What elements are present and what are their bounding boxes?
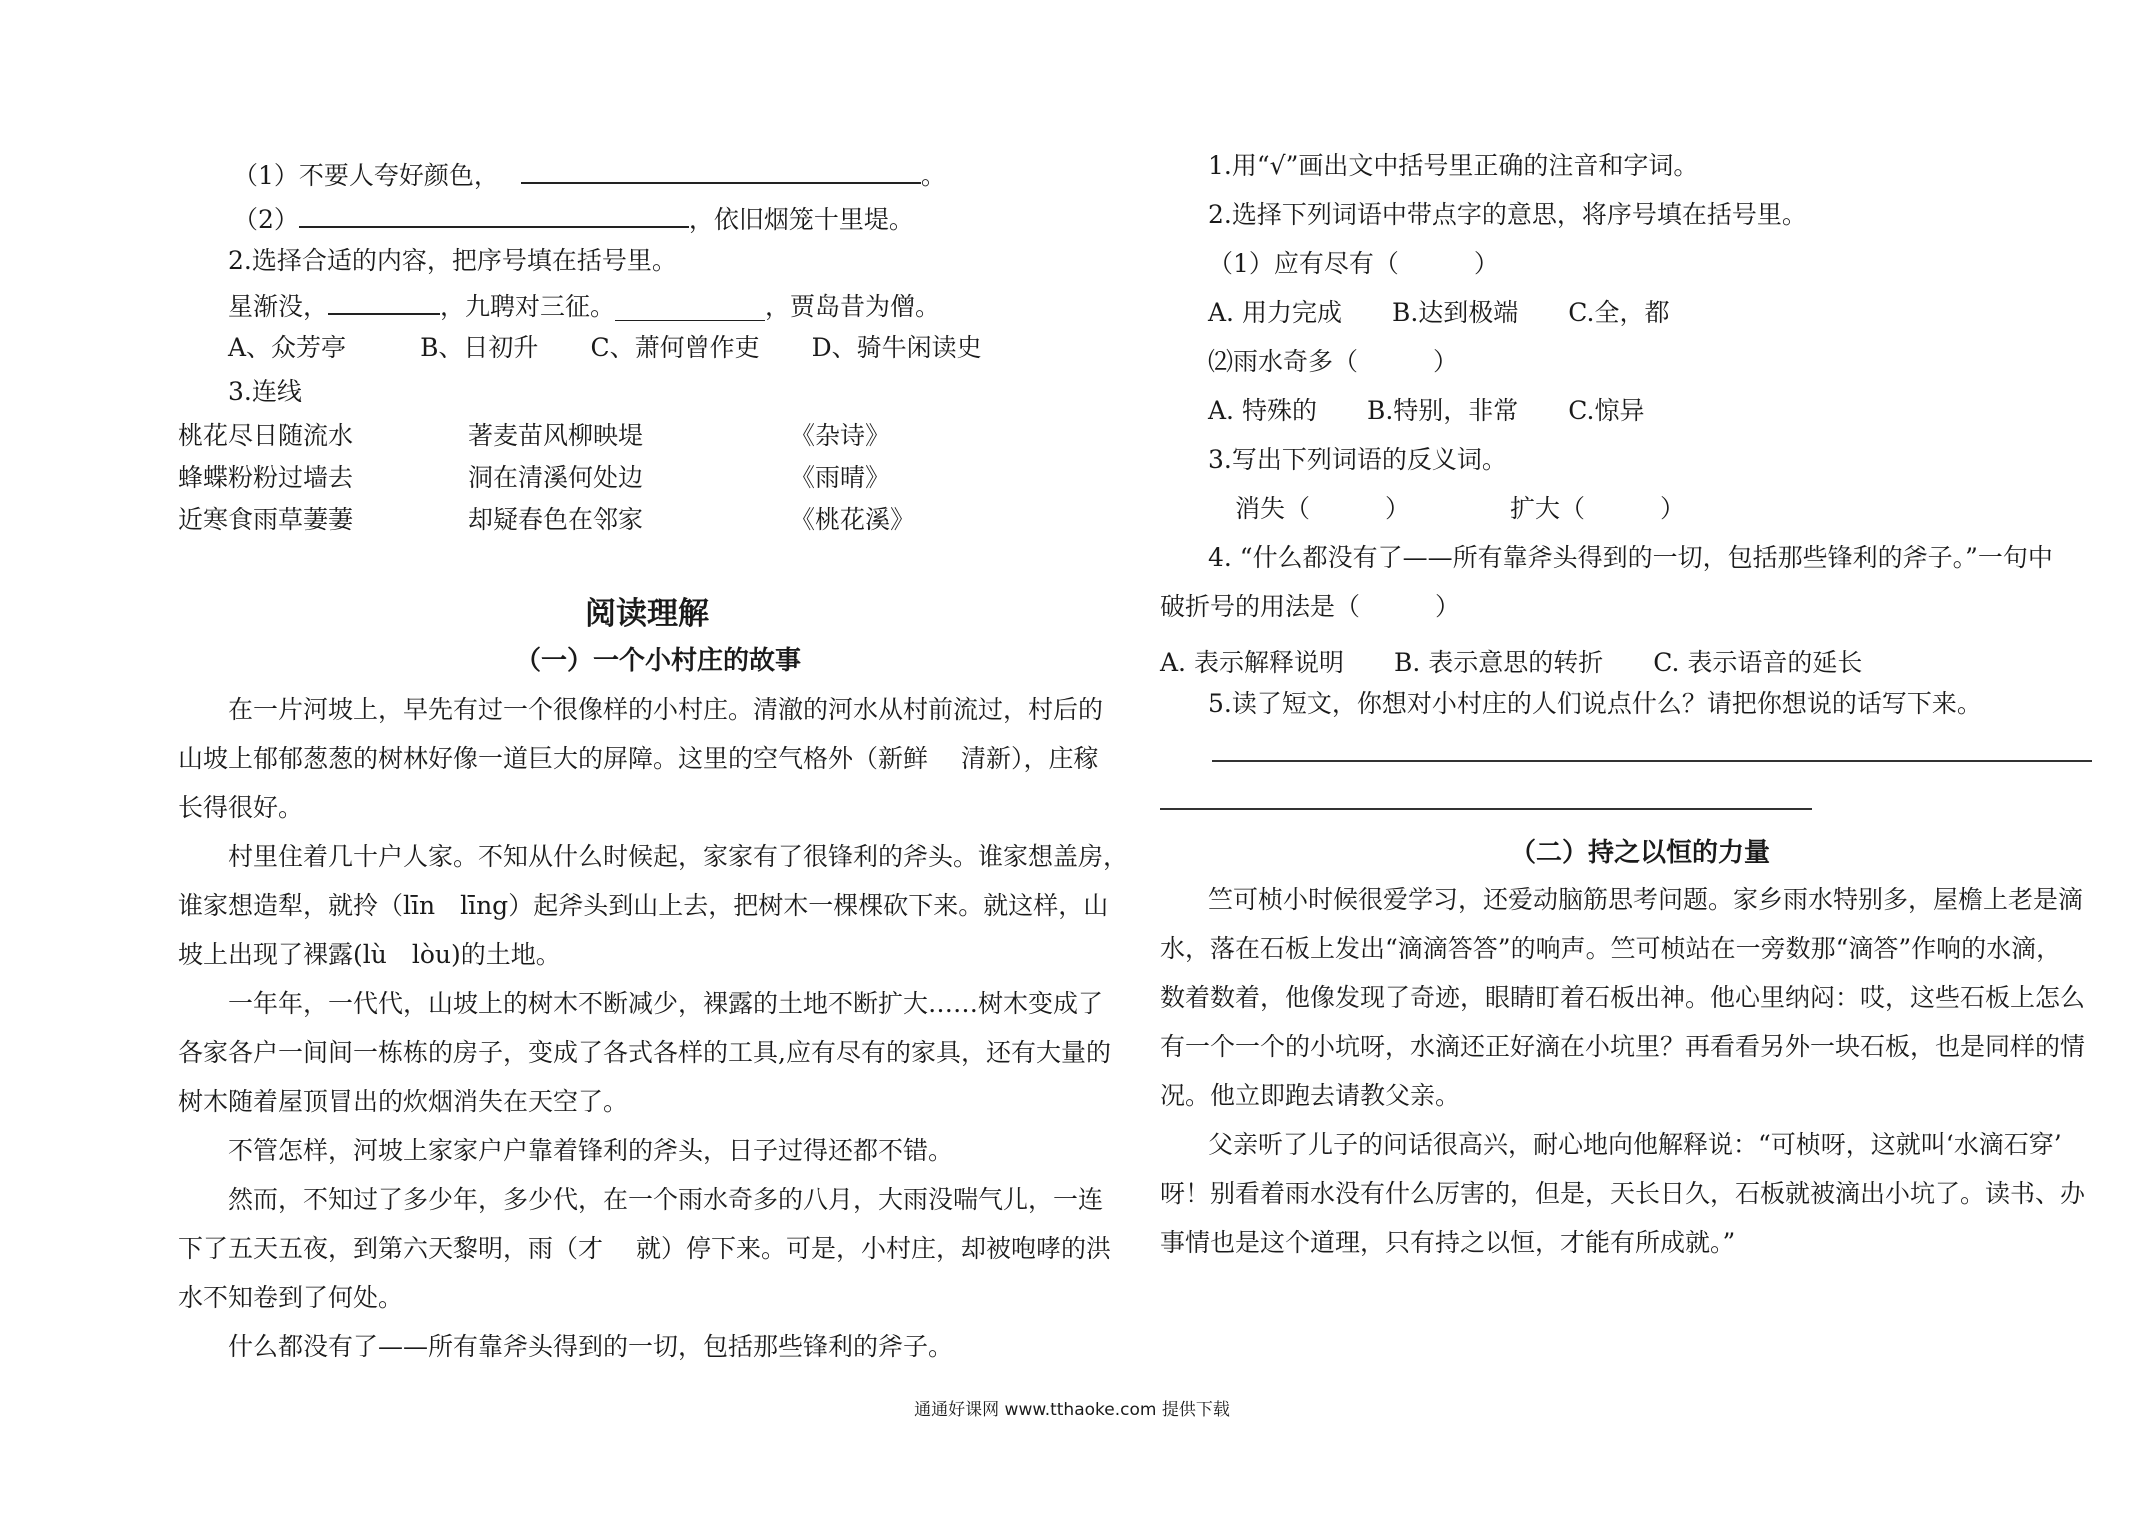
q-r4-option-c: C. 表示语音的延长 — [1653, 648, 1863, 677]
q2-seg-3: ____________ — [615, 292, 766, 321]
story-1-line: 树木随着屋顶冒出的炊烟消失在天空了。 — [178, 1087, 629, 1116]
poem-fill-line-2 — [233, 200, 914, 238]
story-1-line: 长得很好。 — [178, 793, 304, 822]
story-1-line: 水不知卷到了何处。 — [178, 1283, 404, 1312]
q-r3-title: 3.写出下列词语的反义词。 — [1208, 445, 1507, 474]
story-2-line: 有一个一个的小坑呀，水滴还正好滴在小坑里？再看看另外一块石板，也是同样的情 — [1160, 1032, 2086, 1061]
story-2-line: 况。他立即跑去请教父亲。 — [1160, 1081, 1461, 1110]
q-r2-2-option-a: A. 特殊的 — [1208, 396, 1317, 425]
story-1-line: 在一片河坡上，早先有过一个很像样的小村庄。清澈的河水从村前流过，村后的 — [228, 695, 1104, 724]
poem-fill-2-suffix: ，依旧烟笼十里堤。 — [688, 205, 914, 234]
q-r2-item-2-options — [1208, 393, 1644, 429]
q2-title: 2.选择合适的内容，把序号填在括号里。 — [228, 246, 677, 275]
q-r1: 1.用“√”画出文中括号里正确的注音和字词。 — [1208, 151, 1699, 180]
q2-seg-1: 星渐没， — [228, 292, 329, 321]
q-r4-option-a: A. 表示解释说明 — [1160, 648, 1344, 677]
q-r4-line-2: 破折号的用法是（ ） — [1160, 592, 1461, 621]
q-r5: 5.读了短文，你想对小村庄的人们说点什么？请把你想说的话写下来。 — [1208, 689, 1982, 718]
reading-section-title: 阅读理解 — [585, 596, 709, 632]
q2-seg-2: ，九聘对三征。 — [440, 292, 616, 321]
story-2-title: （二）持之以恒的力量 — [1510, 838, 1771, 868]
q2-option-a: A、众芳亭 — [228, 333, 347, 362]
q-r2-1-option-c: C.全，都 — [1568, 298, 1670, 327]
q-r2-1-option-b: B.达到极端 — [1391, 298, 1519, 327]
match-row-2-a: 蜂蝶粉粉过墙去 — [178, 463, 354, 492]
match-row-2-c: 《雨晴》 — [790, 463, 891, 492]
answer-blank-2[interactable] — [299, 200, 689, 228]
answer-line-1[interactable] — [1212, 760, 2092, 762]
q2-option-b: B、日初升 — [420, 333, 539, 362]
story-2-line: 水，落在石板上发出“滴滴答答”的响声。竺可桢站在一旁数那“滴答”作响的水滴， — [1160, 934, 2062, 963]
q2-sentence — [228, 287, 940, 325]
poem-fill-1-suffix: 。 — [920, 161, 946, 190]
story-2-line: 事情也是这个道理，只有持之以恒，才能有所成就。” — [1160, 1228, 1736, 1257]
q-r4-line-1: 4. “什么都没有了——所有靠斧头得到的一切，包括那些锋利的斧子。”一句中 — [1208, 543, 2053, 572]
story-1-line: 坡上出现了裸露(lù lòu)的土地。 — [178, 940, 561, 969]
story-1-line: 一年年，一代代，山坡上的树木不断减少，裸露的土地不断扩大……树木变成了 — [228, 989, 1104, 1018]
q3-title: 3.连线 — [228, 377, 302, 406]
q-r2-item-2: ⑵雨水奇多（ ） — [1208, 347, 1459, 376]
match-row-3-b: 却疑春色在邻家 — [468, 505, 644, 534]
story-2-line: 数着数着，他像发现了奇迹，眼睛盯着石板出神。他心里纳闷：哎，这些石板上怎么 — [1160, 983, 2086, 1012]
story-1-line: 下了五天五夜，到第六天黎明，雨（才 就）停下来。可是，小村庄，却被咆哮的洪 — [178, 1234, 1111, 1263]
poem-fill-2-prefix: （2） — [233, 205, 299, 234]
q-r3-antonym-b: 扩大（ ） — [1510, 494, 1686, 523]
q-r2-2-option-b: B.特别，非常 — [1366, 396, 1519, 425]
q-r2-title: 2.选择下列词语中带点字的意思，将序号填在括号里。 — [1208, 200, 1807, 229]
story-2-line: 竺可桢小时候很爱学习，还爱动脑筋思考问题。家乡雨水特别多，屋檐上老是滴 — [1208, 885, 2084, 914]
story-1-line: 然而，不知过了多少年，多少代，在一个雨水奇多的八月，大雨没喘气儿，一连 — [228, 1185, 1104, 1214]
q2-blank-1[interactable] — [328, 287, 440, 315]
match-row-2-b: 洞在清溪何处边 — [468, 463, 644, 492]
q2-option-c: C、萧何曾作吏 — [590, 333, 760, 362]
story-1-line: 山坡上郁郁葱葱的树林好像一道巨大的屏障。这里的空气格外（新鲜 清新），庄稼 — [178, 744, 1099, 773]
poem-fill-1-prefix: （1）不要人夸好颜色， — [233, 161, 499, 190]
q2-seg-4: ，贾岛昔为僧。 — [765, 292, 941, 321]
story-2-line: 呀！别看着雨水没有什么厉害的，但是，天长日久，石板就被滴出小坑了。读书、办 — [1160, 1179, 2086, 1208]
q-r4-option-b: B. 表示意思的转折 — [1393, 648, 1604, 677]
q-r2-item-1-options — [1208, 295, 1669, 331]
match-row-1-c: 《杂诗》 — [790, 421, 891, 450]
match-row-3-a: 近寒食雨草萋萋 — [178, 505, 354, 534]
story-1-line: 村里住着几十户人家。不知从什么时候起，家家有了很锋利的斧头。谁家想盖房， — [228, 842, 1129, 871]
story-1-line: 各家各户一间间一栋栋的房子，变成了各式各样的工具,应有尽有的家具，还有大量的 — [178, 1038, 1111, 1067]
match-row-3-c: 《桃花溪》 — [790, 505, 916, 534]
match-row-1-b: 著麦苗风柳映堤 — [468, 421, 644, 450]
q-r2-1-option-a: A. 用力完成 — [1208, 298, 1342, 327]
story-1-line: 谁家想造犁，就拎（līn līng）起斧头到山上去，把树木一棵棵砍下来。就这样，山 — [178, 891, 1109, 920]
q2-options — [228, 330, 982, 366]
page-footer: 通通好课网 www.tthaoke.com 提供下载 — [914, 1400, 1230, 1420]
story-2-line: 父亲听了儿子的问话很高兴，耐心地向他解释说：“可桢呀，这就叫‘水滴石穿’ — [1208, 1130, 2062, 1159]
answer-line-2[interactable] — [1160, 808, 1812, 810]
story-1-line: 什么都没有了——所有靠斧头得到的一切，包括那些锋利的斧子。 — [228, 1332, 954, 1361]
story-1-title: （一）一个小村庄的故事 — [515, 646, 802, 676]
match-row-1-a: 桃花尽日随流水 — [178, 421, 354, 450]
q-r2-item-1: （1）应有尽有（ ） — [1208, 249, 1499, 278]
poem-fill-line-1 — [233, 156, 946, 194]
q-r2-2-option-c: C.惊异 — [1568, 396, 1645, 425]
q-r4-options — [1160, 645, 1862, 681]
answer-blank-1[interactable] — [521, 156, 921, 184]
story-1-line: 不管怎样，河坡上家家户户靠着锋利的斧头，日子过得还都不错。 — [228, 1136, 954, 1165]
q2-option-d: D、骑牛闲读史 — [811, 333, 982, 362]
q-r3-antonym-a: 消失（ ） — [1235, 494, 1411, 523]
